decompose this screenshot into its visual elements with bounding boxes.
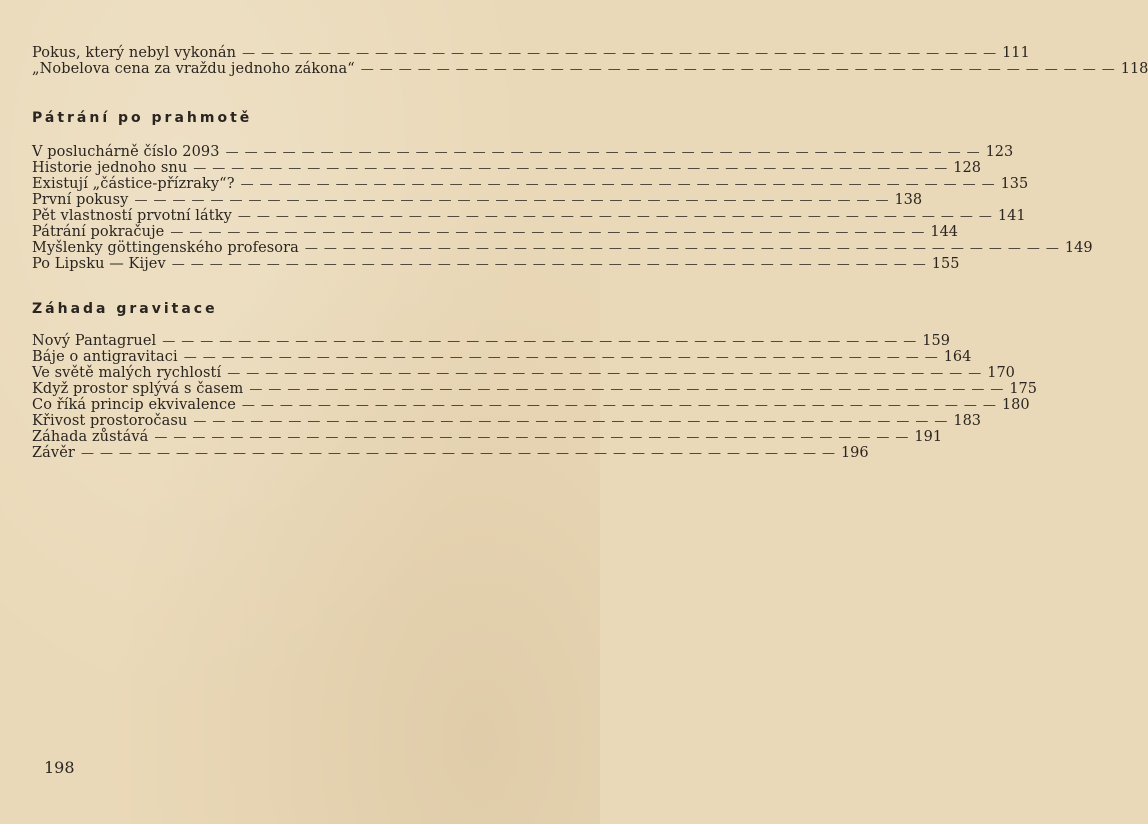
dash-leader: ———————————————————————————————————————— (240, 177, 1001, 192)
entry-title: Historie jednoho snu (32, 160, 188, 176)
section-heading: Záhada gravitace (32, 301, 218, 317)
dash-leader: ———————————————————————————————————————— (183, 350, 944, 365)
entry-title: První pokusy (32, 192, 129, 208)
entry-page: 155 (931, 256, 960, 272)
entry-title: Závěr (32, 445, 75, 461)
dash-leader: ———————————————————————————————————————— (80, 446, 841, 461)
toc-entry (32, 429, 943, 445)
toc-entry (32, 61, 1148, 77)
dash-leader: ———————————————————————————————————————— (134, 193, 895, 208)
dash-leader: ———————————————————————————————————————— (162, 334, 923, 349)
dash-leader: ———————————————————————————————————————— (193, 161, 954, 176)
toc-entry (32, 224, 959, 240)
entry-page: 159 (922, 333, 950, 349)
entry-title: Ve světě malých rychlostí (32, 365, 222, 381)
dash-leader: ———————————————————————————————————————— (304, 241, 1065, 256)
entry-page: 180 (1001, 397, 1030, 413)
entry-page: 141 (997, 208, 1026, 224)
toc-entry (32, 333, 950, 349)
table-of-contents (32, 45, 1148, 461)
entry-title: „Nobelova cena za vraždu jednoho zákona“ (32, 61, 355, 77)
toc-entry (32, 176, 1029, 192)
entry-page: 149 (1064, 240, 1093, 256)
section-heading: Pátrání po prahmotě (32, 110, 253, 126)
entry-title: Myšlenky göttingenského profesora (32, 240, 299, 256)
toc-entry (32, 349, 972, 365)
entry-title: Pátrání pokračuje (32, 224, 165, 240)
entry-page: 128 (953, 160, 981, 176)
entry-page: 183 (953, 413, 982, 429)
toc-entry (32, 397, 1030, 413)
dash-leader: ———————————————————————————————————————— (225, 145, 986, 160)
toc-entry (32, 413, 982, 429)
entry-page: 138 (894, 192, 923, 208)
dash-leader: ———————————————————————————————————————— (193, 414, 954, 429)
entry-title: Co říká princip ekvivalence (32, 397, 236, 413)
dash-leader: ———————————————————————————————————————— (237, 209, 998, 224)
entry-page: 164 (943, 349, 972, 365)
dash-leader: ———————————————————————————————————————— (241, 398, 1002, 413)
dash-leader: ———————————————————————————————————————— (154, 430, 915, 445)
toc-entry (32, 240, 1093, 256)
dash-leader: ———————————————————————————————————————— (171, 257, 932, 272)
entry-title: Nový Pantagruel (32, 333, 157, 349)
entry-title: Po Lipsku — Kijev (32, 256, 166, 272)
entry-page: 118 (1120, 61, 1148, 77)
entry-title: Pět vlastností prvotní látky (32, 208, 232, 224)
toc-entry (32, 192, 923, 208)
dash-leader: ———————————————————————————————————————— (170, 225, 931, 240)
entry-page: 191 (914, 429, 943, 445)
entry-title: Když prostor splývá s časem (32, 381, 244, 397)
entry-page: 111 (1002, 45, 1030, 61)
entry-page: 196 (840, 445, 869, 461)
entry-title: Báje o antigravitaci (32, 349, 178, 365)
toc-entry (32, 144, 1014, 160)
dash-leader: ———————————————————————————————————————— (249, 382, 1010, 397)
dash-leader: ———————————————————————————————————————— (242, 46, 1003, 61)
toc-entry (32, 365, 1015, 381)
dash-leader: ———————————————————————————————————————— (227, 366, 988, 381)
toc-entry (32, 256, 960, 272)
dash-leader: ———————————————————————————————————————— (360, 62, 1121, 77)
toc-entry (32, 45, 1030, 61)
entry-title: Existují „částice-přízraky“? (32, 176, 235, 192)
entry-title: Křivost prostoročasu (32, 413, 188, 429)
toc-entry (32, 208, 1026, 224)
entry-page: 135 (1000, 176, 1029, 192)
entry-page: 170 (987, 365, 1015, 381)
entry-title: Záhada zůstává (32, 429, 149, 445)
toc-entry (32, 445, 869, 461)
toc-entry (32, 160, 981, 176)
entry-page: 175 (1009, 381, 1038, 397)
toc-entry (32, 381, 1038, 397)
entry-title: Pokus, který nebyl vykonán (32, 45, 237, 61)
entry-page: 144 (930, 224, 959, 240)
entry-page: 123 (985, 144, 1014, 160)
entry-title: V posluchárně číslo 2093 (32, 144, 220, 160)
page-number: 198 (44, 758, 75, 777)
